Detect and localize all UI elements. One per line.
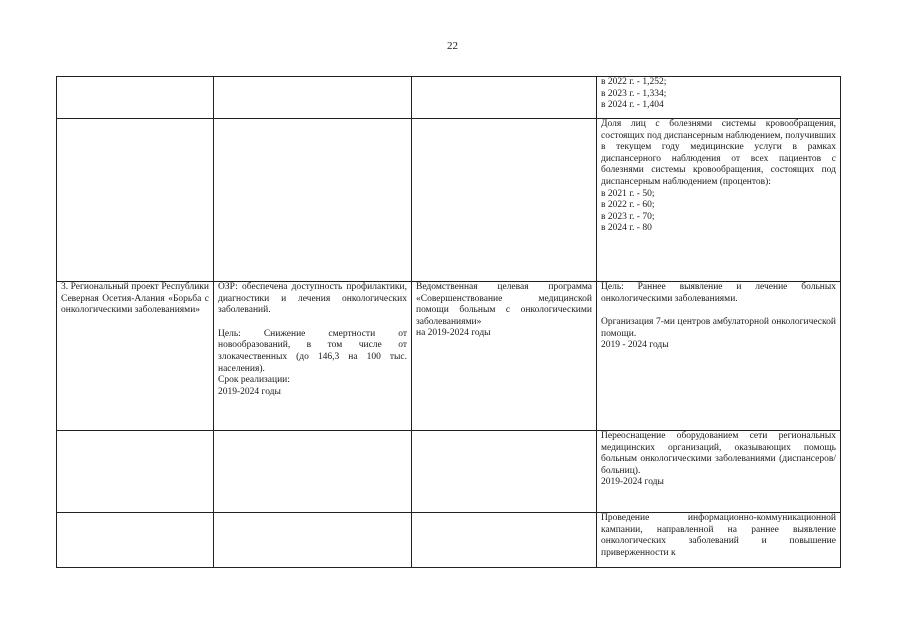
table-cell-program [412, 77, 597, 119]
table-cell-program [412, 282, 597, 431]
table-cell-goal [214, 282, 412, 431]
table-cell-project [57, 119, 214, 282]
program-description: Ведомственная целевая программа «Совершенствование медицинской помощи больным с онкологическими заболеваниями» [416, 282, 592, 327]
program-table [56, 76, 841, 568]
table-cell-goal [214, 513, 412, 568]
measure-years: 2019-2024 годы [601, 477, 664, 488]
indicator-value: в 2022 г. - 60; [601, 200, 655, 211]
program-years: на 2019-2024 годы [416, 328, 491, 339]
measure-description: Переоснащение оборудованием сети региональных медицинских организаций, оказывающих помощь больным онкологическими заболеваниями (диспансеров/больниц). [601, 431, 836, 476]
indicator-value: в 2021 г. - 50; [601, 188, 655, 199]
table-cell-goal [214, 431, 412, 513]
table-cell-indicators [597, 282, 841, 431]
table-cell-project [57, 77, 214, 119]
table-row [57, 431, 841, 513]
table-cell-project [57, 513, 214, 568]
table-cell-indicators [597, 431, 841, 513]
table-cell-goal [214, 119, 412, 282]
indicator-value: в 2023 г. - 1,334; [601, 88, 667, 99]
table-cell-goal [214, 77, 412, 119]
measure-years: 2019 - 2024 годы [601, 340, 669, 351]
table-cell-project: 3. Региональный проект Республики Северная Осетия-Алания «Борьба с онкологическими заболеваниями» [57, 282, 214, 431]
table-cell-program [412, 119, 597, 282]
table-row [57, 77, 841, 119]
table-cell-indicators [597, 119, 841, 282]
goal-target-text: Цель: Снижение смертности от новообразований, в том числе от злокачественных (до 146,3 на 100 тыс. населения). [218, 328, 407, 374]
measure-description: Организация 7-ми центров амбулаторной онкологической помощи. [601, 317, 836, 339]
indicator-value: в 2022 г. - 1,252; [601, 77, 667, 87]
table-row [57, 513, 841, 568]
measure-description: Проведение информационно-коммуникационной кампании, направленной на раннее выявление онкологических заболеваний и повышение приверженности к [601, 513, 836, 558]
indicator-value: в 2024 г. - 1,404 [601, 100, 664, 111]
page-number: 22 [447, 40, 458, 52]
measure-goal-text: Цель: Раннее выявление и лечение больных онкологическими заболеваниями. [601, 282, 836, 304]
indicator-value: в 2024 г. - 80 [601, 223, 652, 234]
table-cell-program [412, 513, 597, 568]
table-cell-indicators [597, 77, 841, 119]
table-row [57, 282, 841, 431]
term-value: 2019-2024 годы [218, 386, 281, 397]
table-cell-indicators [597, 513, 841, 568]
indicator-description: Доля лиц с болезнями системы кровообращения, состоящих под диспансерным наблюдением, получивших в текущем году медицинские услуги в рамках диспансерного наблюдения от всех пациентов с болезнями системы кровообращения, состоящих под диспансерным наблюдением (процентов): [601, 119, 836, 187]
term-label: Срок реализации: [218, 375, 290, 386]
table-cell-program [412, 431, 597, 513]
indicator-value: в 2023 г. - 70; [601, 211, 655, 222]
table-cell-project [57, 431, 214, 513]
table-row [57, 119, 841, 282]
goal-ozr-text: ОЗР: обеспечена доступность профилактики, диагностики и лечения онкологических заболеваний. [218, 282, 407, 316]
